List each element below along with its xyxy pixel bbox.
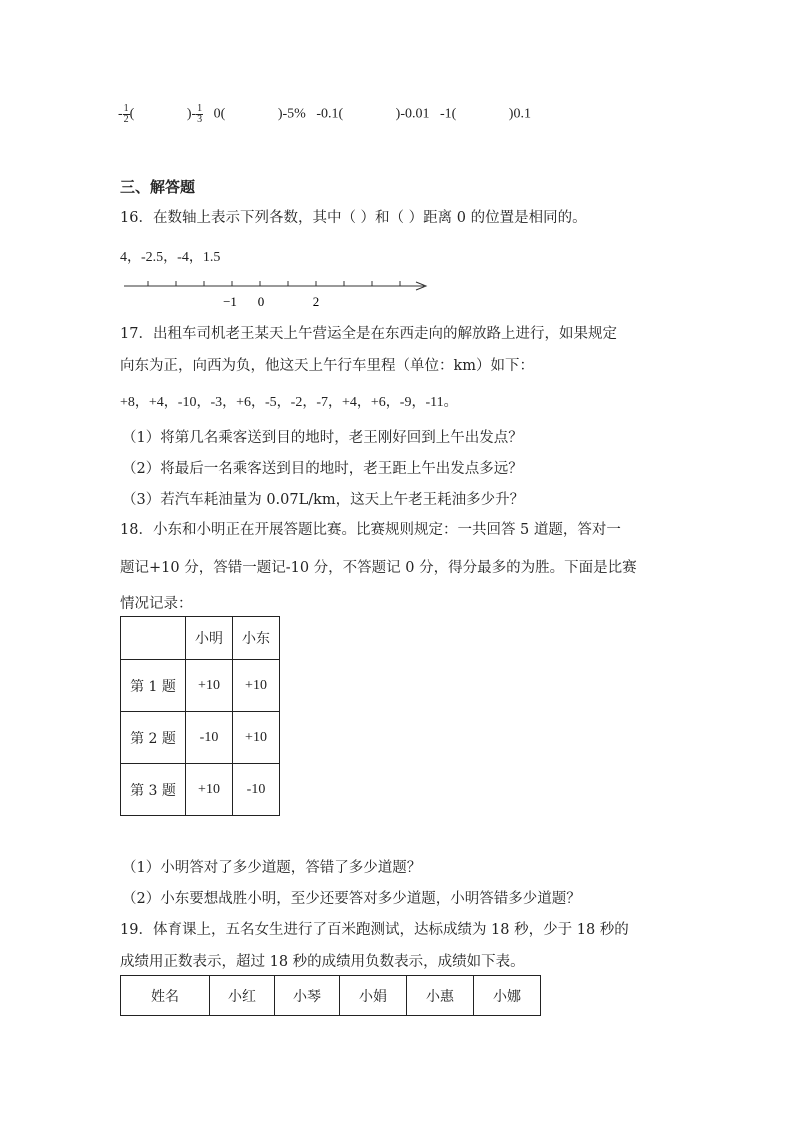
q19-line2: 成绩用正数表示，超过 18 秒的成绩用负数表示，成绩如下表。	[120, 954, 525, 970]
q19-line1: 19．体育课上，五名女生进行了百米跑测试，达标成绩为 18 秒，少于 18 秒的	[120, 922, 629, 938]
q18-sub1: （1）小明答对了多少道题，答错了多少道题？	[122, 860, 422, 876]
q17-sub3: （3）若汽车耗油量为 0.07L/km，这天上午老王耗油多少升？	[122, 492, 525, 508]
axis-label-0: 0	[257, 294, 265, 309]
fraction-b: $\frac{1}{3}$	[197, 103, 203, 125]
axis-label-neg1: −1	[223, 294, 237, 309]
table-row	[121, 617, 280, 660]
table-cell: +10	[186, 660, 233, 712]
q16-numbers: 4，-2.5，-4，1.5	[120, 250, 221, 265]
axis-label-2: 2	[312, 294, 320, 309]
q17-line2: 向东为正，向西为负，他这天上午行车里程（单位：km）如下：	[120, 358, 535, 374]
fraction-a: $\frac{1}{2}$	[123, 103, 129, 125]
section-heading: 三、解答题	[120, 178, 196, 196]
table-header-cell: 小东	[233, 617, 280, 660]
q17-sub1: （1）将第几名乘客送到目的地时，老王刚好回到上午出发点？	[122, 430, 523, 446]
compare-e: -1( )0.1	[439, 106, 531, 122]
q18-score-table	[120, 616, 280, 816]
q17-sub2: （2）将最后一名乘客送到目的地时，老王距上午出发点多远？	[122, 461, 523, 477]
q18-sub2: （2）小东要想战胜小明，至少还要答对多少道题，小明答错多少道题？	[122, 891, 581, 907]
compare-gap-1: ( )	[129, 106, 192, 122]
table-header-cell: 姓名	[121, 976, 210, 1016]
q18-line2: 题记+10 分，答错一题记-10 分，不答题记 0 分，得分最多的为胜。下面是比赛	[120, 560, 637, 576]
q18-line3: 情况记录：	[120, 596, 193, 612]
table-header-cell: 小红	[210, 976, 275, 1016]
table-cell: +10	[233, 712, 280, 764]
table-row	[121, 976, 541, 1016]
table-cell: +10	[233, 660, 280, 712]
compare-a-sign: -	[118, 106, 123, 122]
table-header-cell: 小娜	[474, 976, 541, 1016]
q17-data: +8，+4，-10，-3，+6，-5，-2，-7，+4，+6，-9，-11。	[120, 395, 458, 410]
table-header-cell: 小琴	[275, 976, 340, 1016]
table-row	[121, 660, 280, 712]
table-row	[121, 712, 280, 764]
table-header-cell: 小惠	[407, 976, 474, 1016]
q16-text: 16．在数轴上表示下列各数，其中（ ）和（ ）距离 0 的位置是相同的。	[120, 210, 587, 226]
q19-results-table	[120, 975, 541, 1016]
table-row	[121, 764, 280, 816]
number-line-ticks	[148, 281, 400, 286]
table-header-cell	[121, 617, 186, 660]
compare-d: -0.1( )-0.01	[316, 106, 430, 122]
compare-b-sign: -	[191, 106, 197, 122]
table-header-cell: 小明	[186, 617, 233, 660]
table-cell: 第 2 题	[121, 712, 186, 764]
q17-line1: 17．出租车司机老王某天上午营运全是在东西走向的解放路上进行，如果规定	[120, 326, 617, 342]
compare-row	[118, 104, 531, 125]
table-cell: +10	[186, 764, 233, 816]
table-cell: -10	[186, 712, 233, 764]
table-cell: -10	[233, 764, 280, 816]
q18-line1: 18．小东和小明正在开展答题比赛。比赛规则规定：一共回答 5 道题，答对一	[120, 522, 621, 538]
table-cell: 第 1 题	[121, 660, 186, 712]
table-cell: 第 3 题	[121, 764, 186, 816]
table-header-cell: 小娟	[340, 976, 407, 1016]
compare-c: 0( )-5%	[213, 106, 306, 122]
number-line	[118, 276, 438, 312]
